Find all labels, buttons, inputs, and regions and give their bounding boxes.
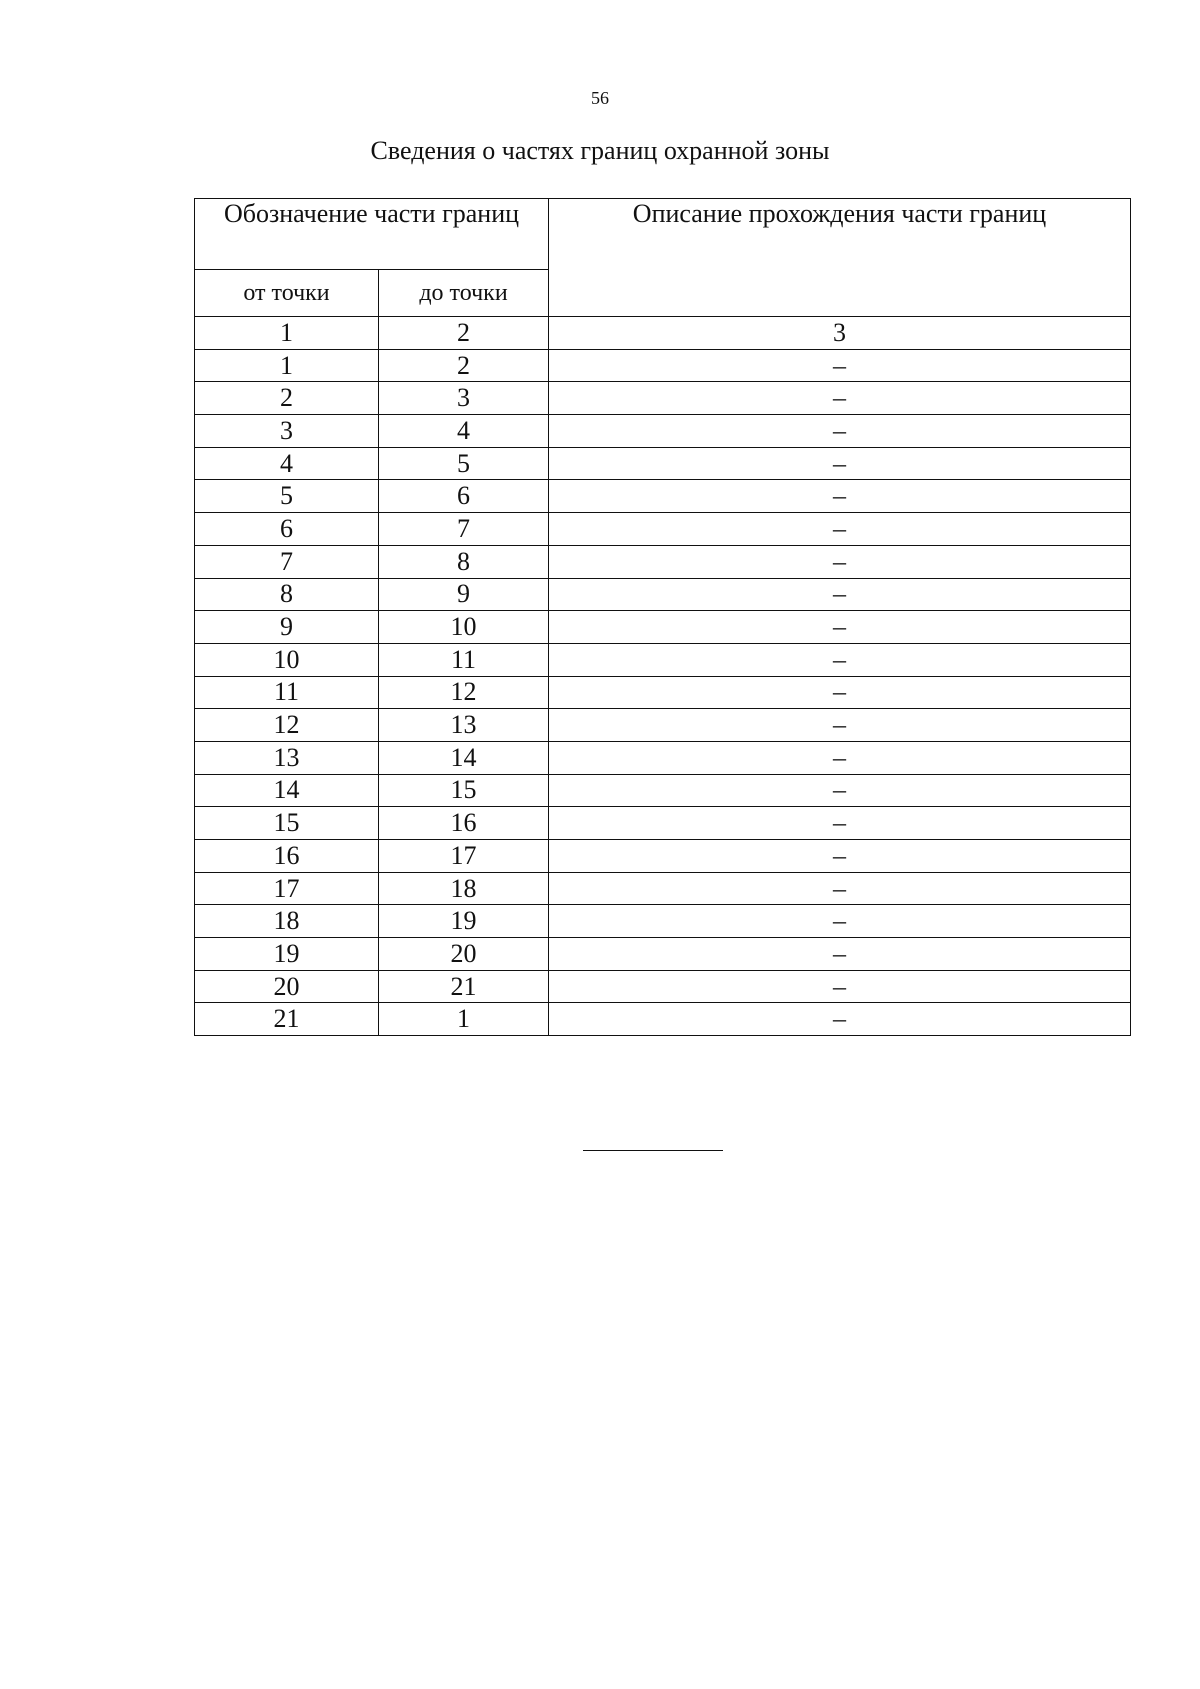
cell-to-point: 12 bbox=[379, 676, 549, 709]
table-row bbox=[195, 676, 1131, 709]
table-row bbox=[195, 545, 1131, 578]
cell-from-point: 15 bbox=[195, 807, 379, 840]
cell-to-point: 3 bbox=[379, 382, 549, 415]
table-row bbox=[195, 807, 1131, 840]
cell-to-point: 10 bbox=[379, 611, 549, 644]
cell-from-point: 9 bbox=[195, 611, 379, 644]
table-row bbox=[195, 578, 1131, 611]
cell-description: – bbox=[549, 774, 1131, 807]
table-body bbox=[195, 317, 1131, 1036]
document-title: Сведения о частях границ охранной зоны bbox=[370, 136, 830, 165]
cell-description: – bbox=[549, 741, 1131, 774]
table-row bbox=[195, 938, 1131, 971]
table-row bbox=[195, 840, 1131, 873]
table-header bbox=[195, 199, 1131, 317]
table-row bbox=[195, 1003, 1131, 1036]
table-row bbox=[195, 513, 1131, 546]
table-row bbox=[195, 741, 1131, 774]
table-row bbox=[195, 349, 1131, 382]
table-row bbox=[195, 382, 1131, 415]
table-header-row bbox=[195, 199, 1131, 270]
cell-to-point: 15 bbox=[379, 774, 549, 807]
cell-description: – bbox=[549, 872, 1131, 905]
cell-from-point: 18 bbox=[195, 905, 379, 938]
header-boundary-description: Описание прохождения части границ bbox=[549, 199, 1131, 317]
table-row bbox=[195, 905, 1131, 938]
table-row bbox=[195, 480, 1131, 513]
cell-to-point: 2 bbox=[379, 317, 549, 350]
table-row bbox=[195, 709, 1131, 742]
subheader-from-point: от точки bbox=[195, 270, 379, 317]
cell-to-point: 5 bbox=[379, 447, 549, 480]
table-row bbox=[195, 643, 1131, 676]
cell-to-point: 9 bbox=[379, 578, 549, 611]
table-row bbox=[195, 447, 1131, 480]
header-boundary-designation: Обозначение части границ bbox=[195, 199, 549, 270]
cell-from-point: 21 bbox=[195, 1003, 379, 1036]
cell-from-point: 3 bbox=[195, 415, 379, 448]
cell-description: – bbox=[549, 1003, 1131, 1036]
cell-from-point: 2 bbox=[195, 382, 379, 415]
cell-from-point: 1 bbox=[195, 349, 379, 382]
cell-to-point: 18 bbox=[379, 872, 549, 905]
cell-from-point: 20 bbox=[195, 970, 379, 1003]
cell-from-point: 16 bbox=[195, 840, 379, 873]
cell-description: – bbox=[549, 676, 1131, 709]
cell-description: 3 bbox=[549, 317, 1131, 350]
cell-from-point: 10 bbox=[195, 643, 379, 676]
cell-to-point: 19 bbox=[379, 905, 549, 938]
cell-to-point: 14 bbox=[379, 741, 549, 774]
cell-from-point: 6 bbox=[195, 513, 379, 546]
cell-description: – bbox=[549, 643, 1131, 676]
table-row bbox=[195, 611, 1131, 644]
cell-description: – bbox=[549, 840, 1131, 873]
closing-rule bbox=[583, 1150, 723, 1151]
cell-to-point: 17 bbox=[379, 840, 549, 873]
table-row bbox=[195, 317, 1131, 350]
cell-description: – bbox=[549, 545, 1131, 578]
cell-description: – bbox=[549, 709, 1131, 742]
cell-to-point: 21 bbox=[379, 970, 549, 1003]
table-row bbox=[195, 970, 1131, 1003]
cell-to-point: 13 bbox=[379, 709, 549, 742]
cell-description: – bbox=[549, 611, 1131, 644]
cell-description: – bbox=[549, 349, 1131, 382]
table-row bbox=[195, 872, 1131, 905]
page-number: 56 bbox=[591, 88, 609, 108]
cell-to-point: 4 bbox=[379, 415, 549, 448]
cell-from-point: 19 bbox=[195, 938, 379, 971]
cell-from-point: 8 bbox=[195, 578, 379, 611]
cell-description: – bbox=[549, 970, 1131, 1003]
cell-from-point: 7 bbox=[195, 545, 379, 578]
cell-from-point: 11 bbox=[195, 676, 379, 709]
cell-to-point: 2 bbox=[379, 349, 549, 382]
cell-from-point: 12 bbox=[195, 709, 379, 742]
cell-to-point: 16 bbox=[379, 807, 549, 840]
cell-description: – bbox=[549, 447, 1131, 480]
cell-to-point: 7 bbox=[379, 513, 549, 546]
cell-description: – bbox=[549, 382, 1131, 415]
cell-description: – bbox=[549, 480, 1131, 513]
cell-description: – bbox=[549, 905, 1131, 938]
cell-description: – bbox=[549, 415, 1131, 448]
cell-from-point: 4 bbox=[195, 447, 379, 480]
cell-from-point: 13 bbox=[195, 741, 379, 774]
table-row bbox=[195, 415, 1131, 448]
cell-description: – bbox=[549, 807, 1131, 840]
cell-to-point: 11 bbox=[379, 643, 549, 676]
cell-from-point: 14 bbox=[195, 774, 379, 807]
cell-to-point: 8 bbox=[379, 545, 549, 578]
cell-to-point: 6 bbox=[379, 480, 549, 513]
cell-description: – bbox=[549, 513, 1131, 546]
cell-to-point: 20 bbox=[379, 938, 549, 971]
subheader-to-point: до точки bbox=[379, 270, 549, 317]
table-row bbox=[195, 774, 1131, 807]
cell-from-point: 17 bbox=[195, 872, 379, 905]
cell-description: – bbox=[549, 578, 1131, 611]
cell-from-point: 1 bbox=[195, 317, 379, 350]
cell-description: – bbox=[549, 938, 1131, 971]
cell-from-point: 5 bbox=[195, 480, 379, 513]
cell-to-point: 1 bbox=[379, 1003, 549, 1036]
boundary-parts-table bbox=[194, 198, 1131, 1036]
